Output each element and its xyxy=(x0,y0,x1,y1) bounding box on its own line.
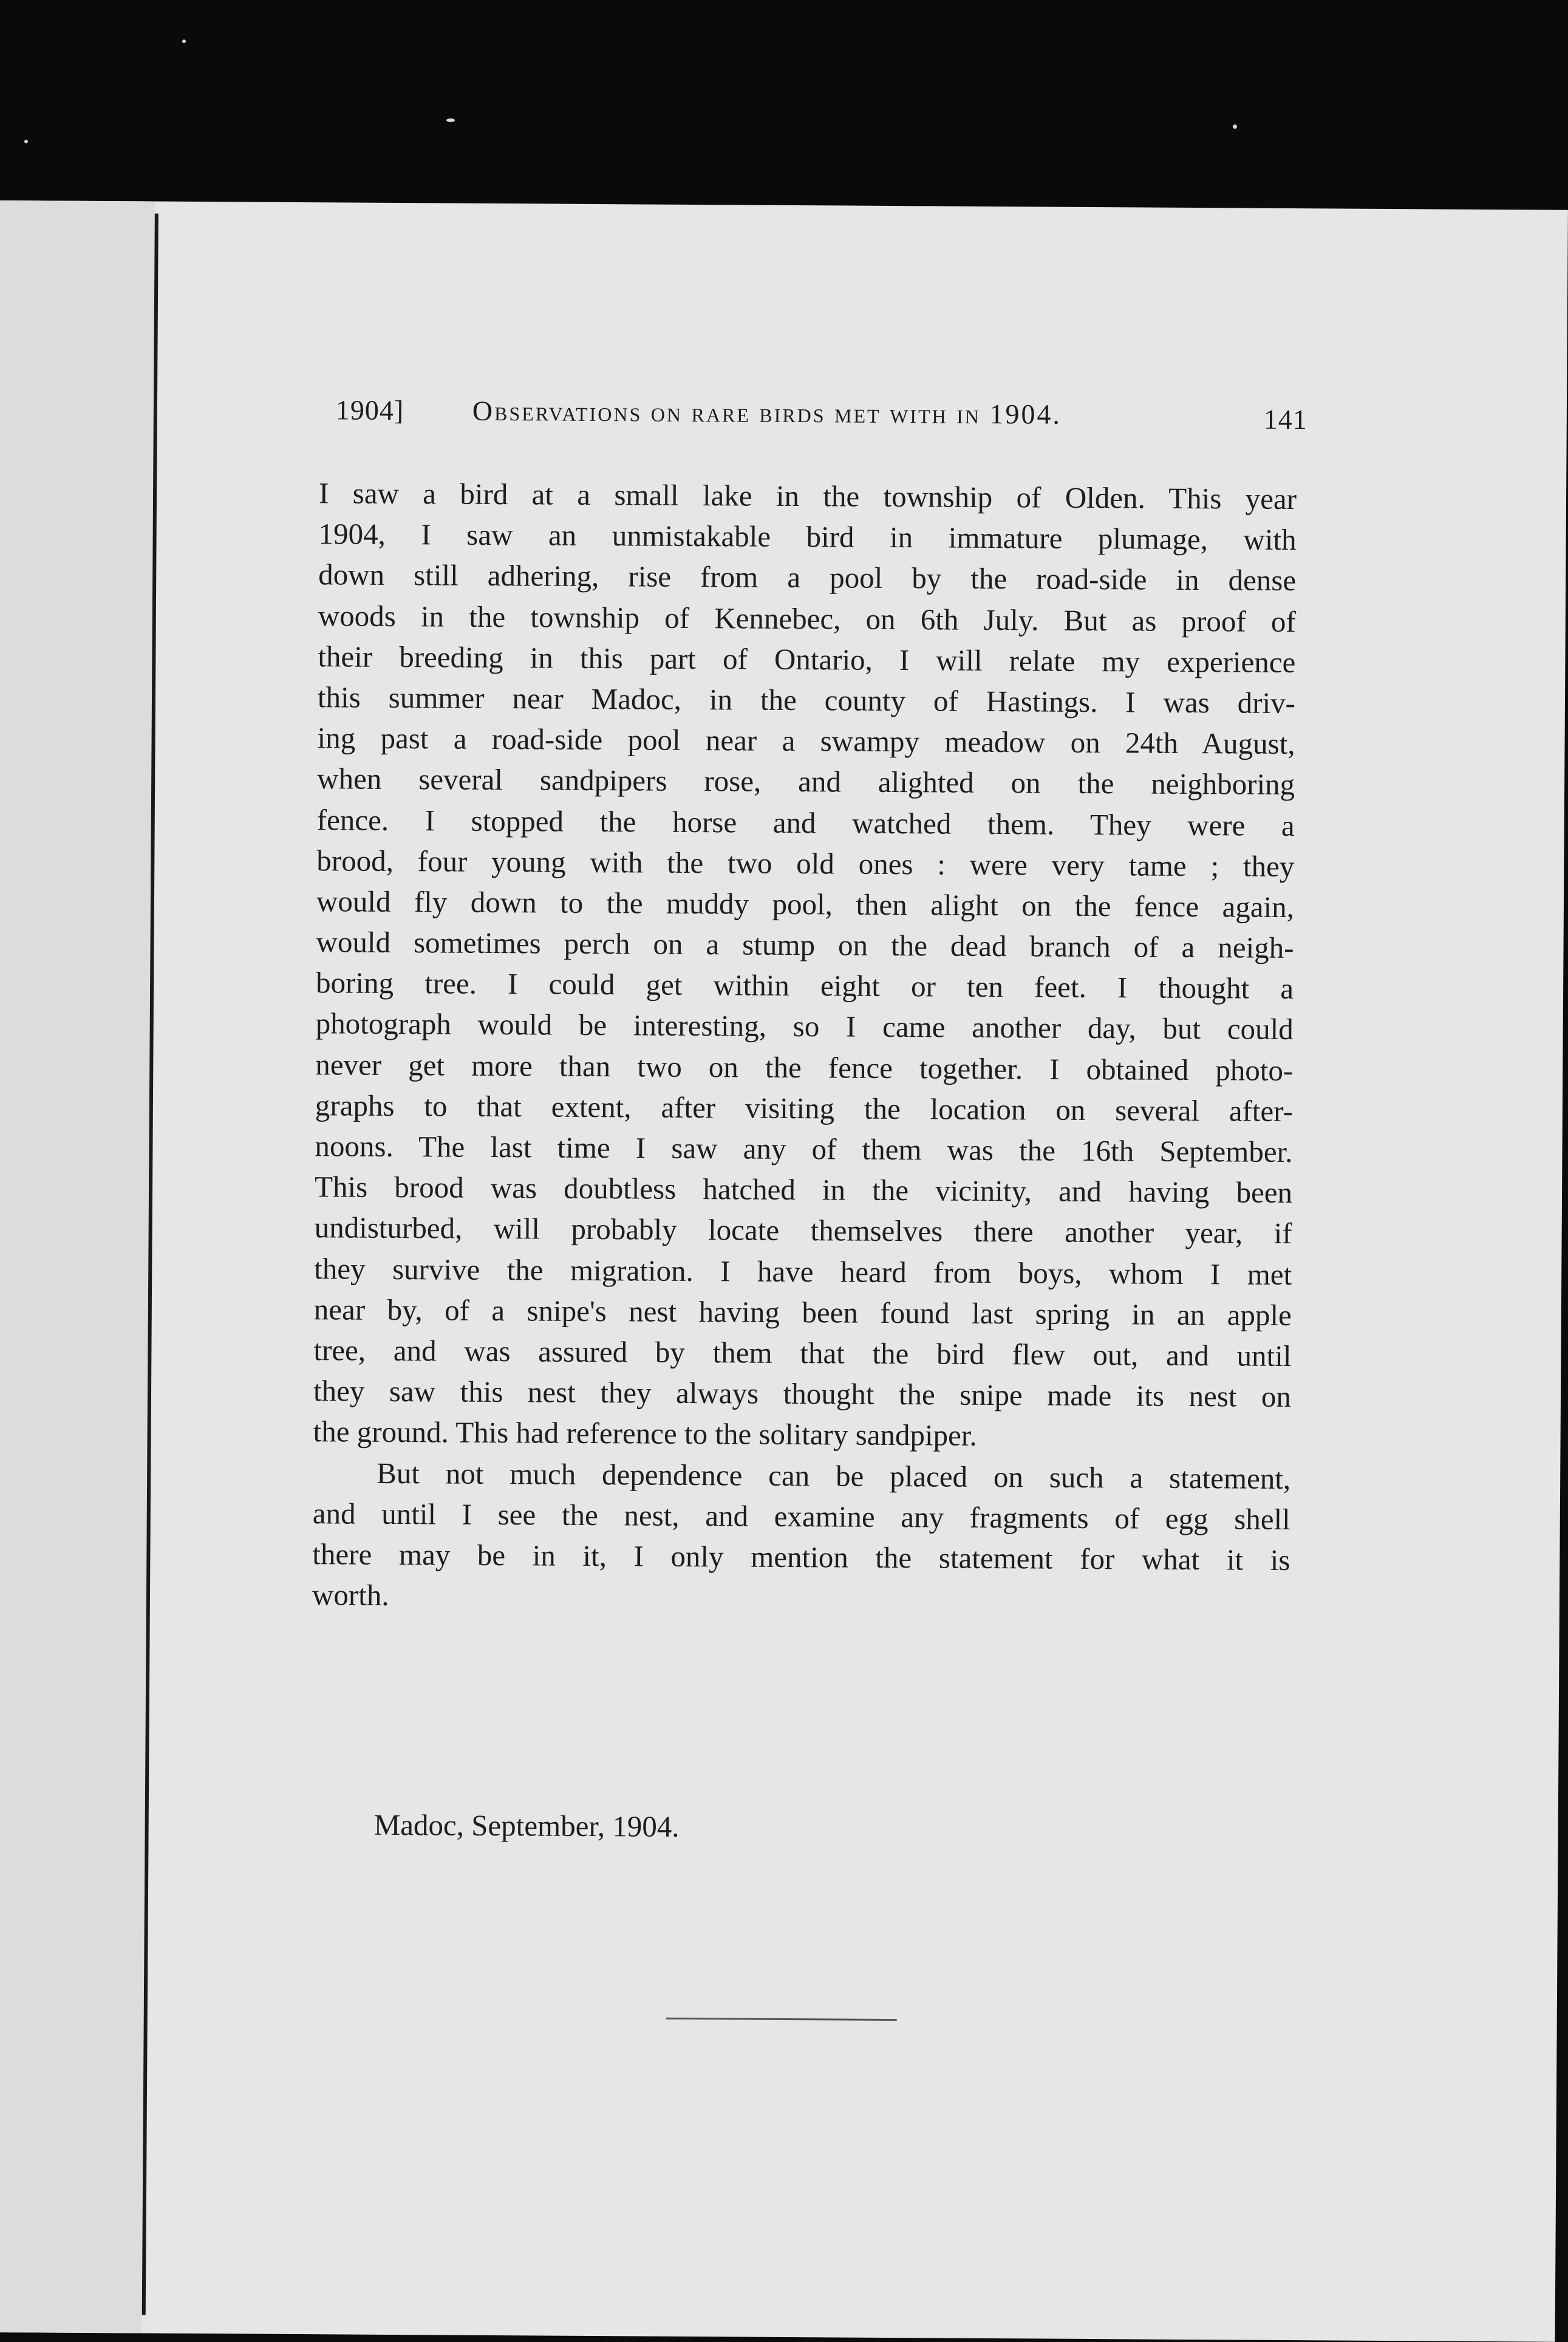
text-line: brood, four young with the two old ones : were very tame ; they xyxy=(316,843,1295,883)
header-year: 1904] xyxy=(335,394,404,426)
running-header xyxy=(336,394,1307,448)
text-line: undisturbed, will probably locate themselves there another year, if xyxy=(314,1210,1292,1251)
dateline: Madoc, September, 1904. xyxy=(373,1808,680,1843)
scanner-background xyxy=(0,0,1568,207)
text-line: never get more than two on the fence together. I obtained photo- xyxy=(315,1047,1294,1087)
text-line: This brood was doubtless hatched in the vicinity, and having been xyxy=(314,1170,1293,1210)
section-divider xyxy=(666,2018,897,2021)
text-line: graphs to that extent, after visiting the location on several after- xyxy=(315,1088,1294,1128)
text-line: tree, and was assured by them that the bird flew out, and until xyxy=(313,1333,1292,1373)
book-page xyxy=(0,200,1568,2342)
text-line: they saw this nest they always thought the snipe made its nest on xyxy=(313,1374,1292,1414)
text-line: fence. I stopped the horse and watched them. They were a xyxy=(316,802,1295,842)
text-line: this summer near Madoc, in the county of Hastings. I was driv- xyxy=(317,680,1296,720)
text-line: woods in the township of Kennebec, on 6th July. But as proof of xyxy=(318,598,1296,638)
text-line: I saw a bird at a small lake in the township of Olden. This year xyxy=(318,476,1297,516)
text-line: would fly down to the muddy pool, then alight on the fence again, xyxy=(316,884,1295,924)
text-line: the ground. This had reference to the solitary sandpiper. xyxy=(313,1415,977,1453)
dust-speck xyxy=(24,140,28,143)
text-line: would sometimes perch on a stump on the dead branch of a neigh- xyxy=(316,925,1294,965)
text-line: 1904, I saw an unmistakable bird in immature plumage, with xyxy=(318,517,1297,557)
text-line: photograph would be interesting, so I came another day, but could xyxy=(315,1006,1294,1046)
text-line: near by, of a snipe's nest having been found last spring in an apple xyxy=(313,1292,1292,1332)
page-margin-strip xyxy=(0,200,155,2333)
text-line: worth. xyxy=(312,1578,389,1613)
dust-speck xyxy=(182,39,186,43)
text-line: boring tree. I could get within eight or ten feet. I thought a xyxy=(315,966,1294,1006)
dust-speck xyxy=(1233,125,1237,129)
text-line: they survive the migration. I have heard from boys, whom I met xyxy=(314,1251,1292,1291)
text-line: ing past a road-side pool near a swampy meadow on 24th August, xyxy=(317,721,1295,761)
paragraph-2 xyxy=(312,1452,1291,1622)
dust-speck xyxy=(446,118,455,122)
text-line: down still adhering, rise from a pool by the road-side in dense xyxy=(318,558,1297,598)
paragraph-1 xyxy=(313,473,1297,1458)
text-line: when several sandpipers rose, and alighted on the neighboring xyxy=(317,762,1295,802)
text-line: their breeding in this part of Ontario, I will relate my experience xyxy=(318,639,1296,679)
page-number: 141 xyxy=(1263,403,1307,435)
text-line: But not much dependence can be placed on such a statement, xyxy=(377,1456,1291,1495)
header-title: Observations on rare birds met with in 1904. xyxy=(472,395,1062,430)
text-line: noons. The last time I saw any of them was the 16th September. xyxy=(315,1129,1293,1169)
text-line: and until I see the nest, and examine any fragments of egg shell xyxy=(312,1496,1290,1536)
text-line: there may be in it, I only mention the statement for what it is xyxy=(312,1537,1290,1577)
article-body xyxy=(312,473,1297,1621)
